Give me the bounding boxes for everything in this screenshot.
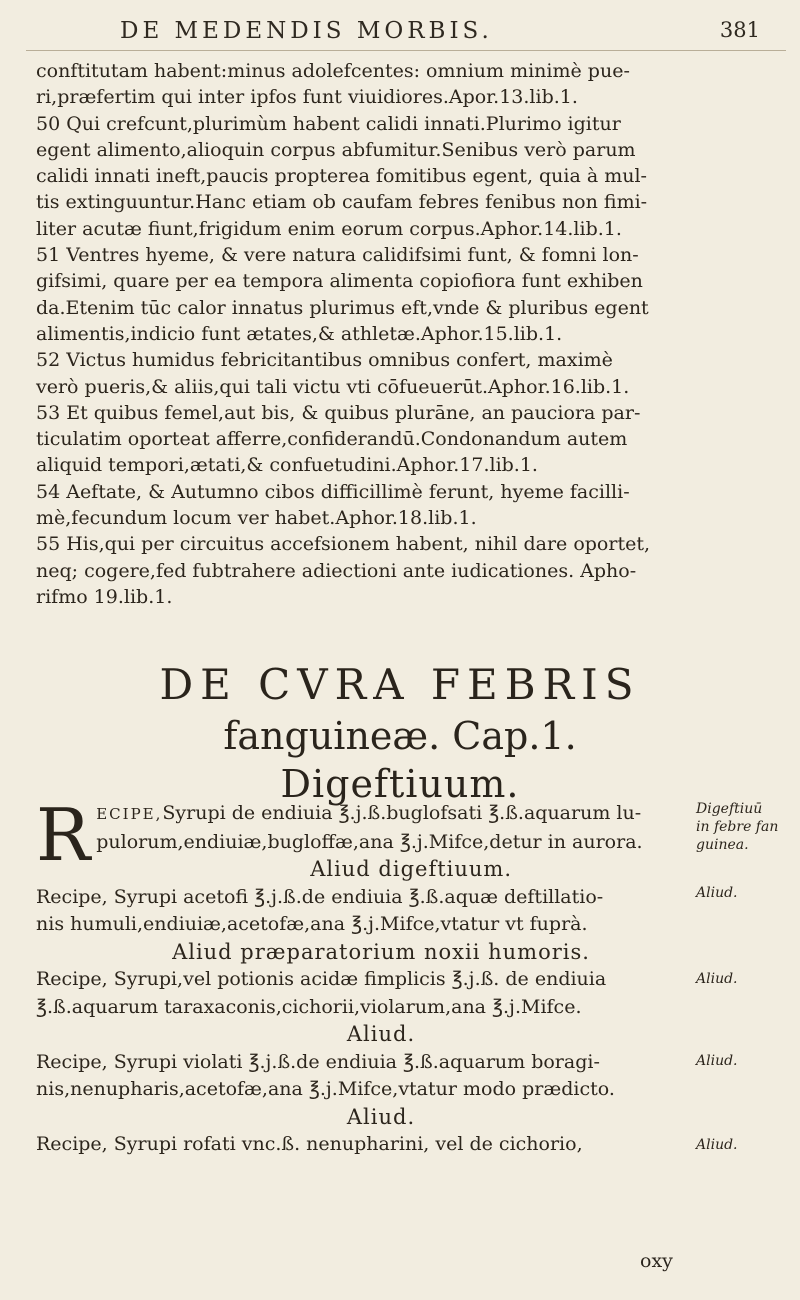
text-line: gifsimi, quare per ea tempora alimenta copiofiora funt exhiben: [36, 270, 643, 293]
page-number: 381: [719, 18, 760, 42]
text-line: tis extinguuntur.Hanc etiam ob caufam febres fenibus non fimi-: [36, 191, 648, 214]
text-line: ticulatim oporteat afferre,confiderandū.Condonandum autem: [36, 428, 628, 451]
text-line: verò pueris,& aliis,qui tali victu vti cōfueuerūt.Aphor.16.lib.1.: [36, 375, 630, 398]
recipe-line: ℥.ß.aquarum taraxaconis,cichorii,violarum,ana ℥.j.Mifce.: [36, 995, 582, 1018]
text-line: neq; cogere,fed fubtrahere adiectioni ante iudicationes. Apho-: [36, 559, 637, 582]
recipe-line: Recipe, Syrupi rofati vnc.ß. nenupharini, vel de cichorio,: [36, 1133, 583, 1155]
drop-cap-initial: R: [36, 793, 91, 877]
text-line: 54 Aeftate, & Autumno cibos difficillimè ferunt, hyeme facilli-: [36, 480, 630, 503]
aphorism-text-block: [36, 58, 726, 610]
text-line: alimentis,indicio funt ætates,& athletæ.Aphor.15.lib.1.: [36, 322, 563, 345]
text-line: 55 His,qui per circuitus accefsionem habent, nihil dare oportet,: [36, 533, 651, 556]
recipe-subheading: Aliud præparatorium noxii humoris.: [172, 939, 590, 964]
margin-note-line: Digeftiuū: [696, 801, 763, 817]
margin-note: Aliud.: [696, 1053, 738, 1069]
text-line: calidi innati ineft,paucis propterea fomitibus egent, quia à mul-: [36, 165, 647, 188]
recipe-subheading: Aliud digeftiuum.: [310, 857, 513, 881]
text-line: 51 Ventres hyeme, & vere natura calidifsimi funt, & fomni lon-: [36, 244, 639, 267]
text-line: ri,præfertim qui inter ipfos funt viuidiores.Apor.13.lib.1.: [36, 86, 578, 109]
text-line: liter acutæ fiunt,frigidum enim eorum corpus.Aphor.14.lib.1.: [36, 217, 622, 240]
text-line: rifmo 19.lib.1.: [36, 585, 173, 608]
margin-note: [696, 800, 788, 854]
recipe-line: pulorum,endiuiæ,bugloffæ,ana ℥.j.Mifce,detur in aurora.: [96, 830, 643, 853]
recipe-subheading: Aliud.: [346, 1022, 416, 1046]
text-line: 50 Qui crefcunt,plurimùm habent calidi innati.Plurimo igitur: [36, 112, 621, 135]
margin-note: Aliud.: [696, 885, 738, 901]
catchword: oxy: [640, 1250, 673, 1272]
smallcaps-word: ECIPE,: [96, 805, 163, 823]
margin-note: Aliud.: [696, 971, 738, 987]
text-line: 53 Et quibus femel,aut bis, & quibus plurāne, an pauciora par-: [36, 401, 641, 424]
running-head-title: DE MEDENDIS MORBIS.: [120, 18, 493, 44]
header-rule: [26, 50, 786, 51]
chapter-title: DE CVRA FEBRIS: [159, 660, 641, 709]
recipe-line: nis,nenupharis,acetofæ,ana ℥.j.Mifce,vtatur modo prædicto.: [36, 1078, 615, 1100]
text-line: 52 Victus humidus febricitantibus omnibus confert, maximè: [36, 349, 613, 372]
text-line: aliquid tempori,ætati,& confuetudini.Aphor.17.lib.1.: [36, 454, 538, 477]
margin-note-line: in febre fan: [696, 819, 779, 835]
recipe-line: Recipe, Syrupi violati ℥.j.ß.de endiuia ℥.ß.aquarum boragi-: [36, 1050, 600, 1073]
recipe-line: Recipe, Syrupi,vel potionis acidæ fimplicis ℥.j.ß. de endiuia: [36, 968, 607, 990]
text-line: da.Etenim tūc calor innatus plurimus eft,vnde & pluribus egent: [36, 296, 649, 319]
text-line: mè,fecundum locum ver habet.Aphor.18.lib.1.: [36, 507, 477, 530]
recipes-block: [36, 793, 726, 1159]
running-head: [120, 18, 760, 44]
text-line: conftitutam habent:minus adolefcentes: omnium minimè pue-: [36, 60, 630, 82]
section-heading: Digeftiuum.: [280, 762, 520, 806]
chapter-subtitle: fanguineæ. Cap.1.: [223, 714, 577, 758]
text-line: egent alimento,alioquin corpus abfumitur.Senibus verò parum: [36, 138, 636, 161]
margin-note: Aliud.: [696, 1137, 738, 1153]
recipe-text: Syrupi de endiuia ℥.j.ß.buglofsati ℥.ß.aquarum lu-: [162, 802, 642, 824]
recipe-line: Recipe, Syrupi acetofi ℥.j.ß.de endiuia ℥.ß.aquæ deftillatio-: [36, 885, 604, 908]
recipe-subheading: Aliud.: [346, 1104, 416, 1129]
margin-note-line: guinea.: [696, 837, 749, 853]
recipe-line: nis humuli,endiuiæ,acetofæ,ana ℥.j.Mifce,vtatur vt fuprà.: [36, 913, 588, 935]
